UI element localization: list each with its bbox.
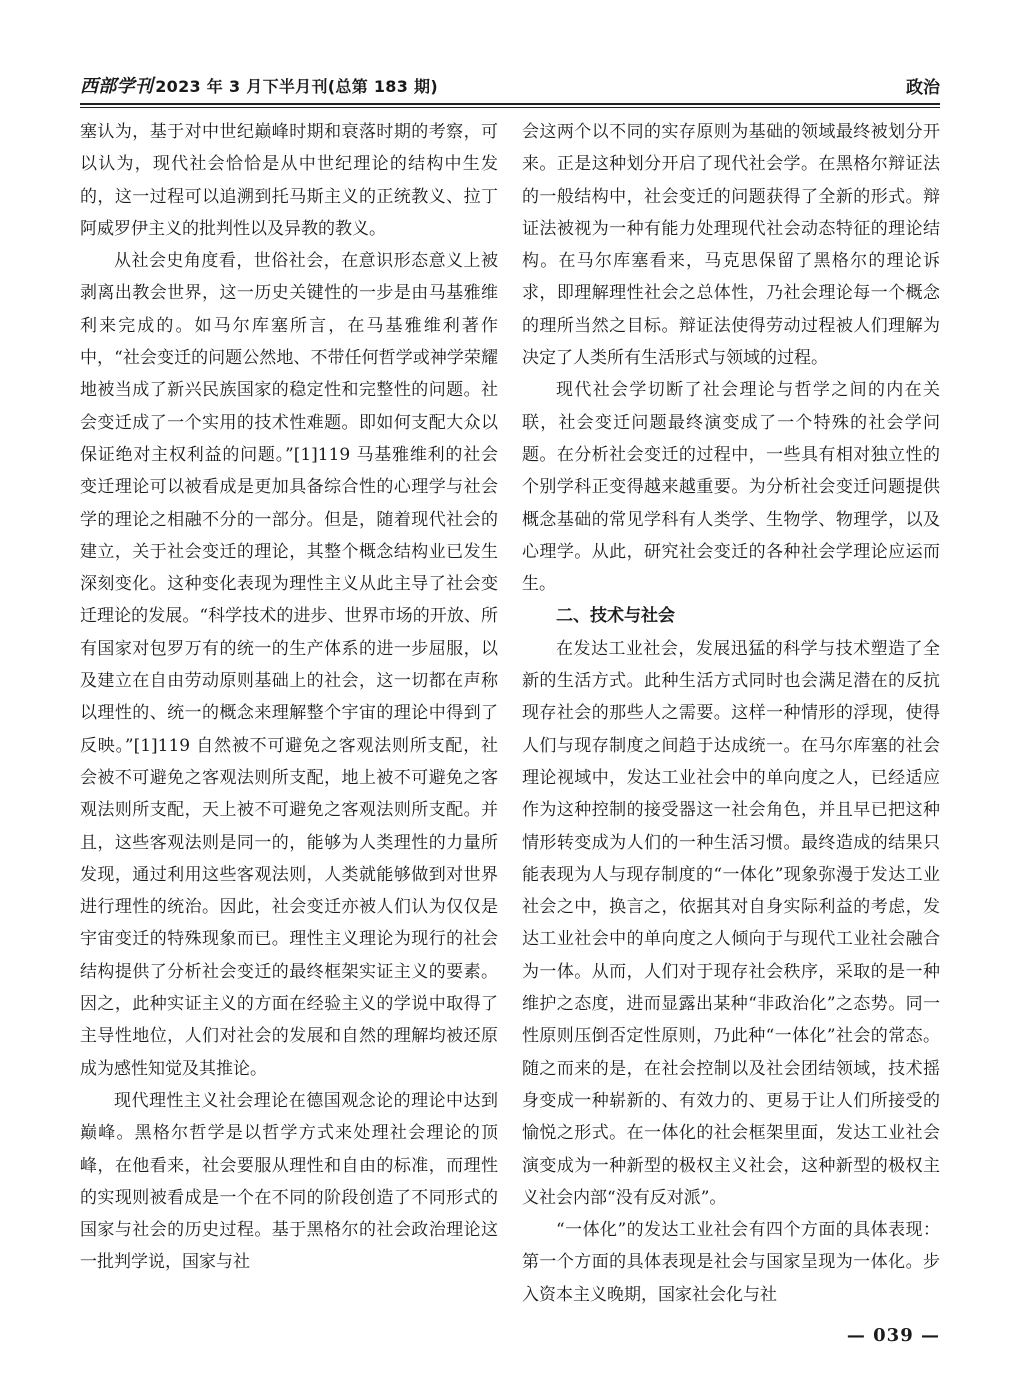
section-heading: 二、技术与社会 [556, 606, 675, 627]
section-label: 政治 [906, 78, 940, 98]
running-header [80, 74, 940, 98]
body-paragraph: 塞认为，基于对中世纪巅峰时期和衰落时期的考察，可以认为，现代社会恰恰是从中世纪理论的结构中生发的，这一过程可以追溯到托马斯主义的正统教义、拉丁阿威罗伊主义的批判性以及异教的教义。 [80, 122, 498, 239]
body-paragraph: 现代理性主义社会理论在德国观念论的理论中达到巅峰。黑格尔哲学是以哲学方式来处理社会理论的顶峰，在他看来，社会要服从理性和自由的标准，而理性的实现则被看成是一个在不同的阶段创造了不同形式的国家与社会的历史过程。基于黑格尔的社会政治理论这一批判学说，国家与社 [80, 1090, 498, 1273]
body-paragraph: 会这两个以不同的实存原则为基础的领域最终被划分开来。正是这种划分开启了现代社会学。在黑格尔辩证法的一般结构中，社会变迁的问题获得了全新的形式。辩证法被视为一种有能力处理现代社会动态特征的理论结构。在马尔库塞看来，马克思保留了黑格尔的理论诉求，即理解理性社会之总体性，乃社会理论每一个概念的理所当然之目标。辩证法使得劳动过程被人们理解为决定了人类所有生活形式与领域的过程。 [522, 122, 940, 369]
header-rule-thin [80, 107, 940, 108]
right-column [522, 116, 940, 1316]
issue-info: 2023 年 3 月下半月刊(总第 183 期) [155, 77, 438, 96]
body-paragraph: “一体化”的发达工业社会有四个方面的具体表现：第一个方面的具体表现是社会与国家呈现为一体化。步入资本主义晚期，国家社会化与社 [522, 1220, 940, 1305]
page-number: — 039 — [846, 1325, 940, 1346]
header-rule [80, 103, 940, 105]
body-paragraph: 从社会史角度看，世俗社会，在意识形态意义上被剥离出教会世界，这一历史关键性的一步是由马基雅维利来完成的。如马尔库塞所言，在马基雅维利著作中，“社会变迁的问题公然地、不带任何哲学或神学荣耀地被当成了新兴民族国家的稳定性和完整性的问题。社会变迁成了一个实用的技术性难题。即如何支配大众以保证绝对主权利益的问题。”[1]119 马基雅维利的社会变迁理论可以被看成是更加具备综合性的心理学与社会学的理论之相融不分的一部分。但是，随着现代社会的建立，关于社会变迁的理论，其整个概念结构业已发生深刻变化。这种变化表现为理性主义从此主导了社会变迁理论的发展。“科学技术的进步、世界市场的开放、所有国家对包罗万有的统一的生产体系的进一步屈服，以及建立在自由劳动原则基础上的社会，这一切都在声称以理性的、统一的概念来理解整个宇宙的理论中得到了反映。”[1]119 自然被不可避免之客观法则所支配，社会被不可避免之客观法则所支配，地上被不可避免之客观法则所支配，天上被不可避免之客观法则所支配。并且，这些客观法则是同一的，能够为人类理性的力量所发现，通过利用这些客观法则，人类就能够做到对世界进行理性的统治。因此，社会变迁亦被人们认为仅仅是宇宙变迁的特殊现象而已。理性主义理论为现行的社会结构提供了分析社会变迁的最终框架实证主义的要素。因之，此种实证主义的方面在经验主义的学说中取得了主导性地位，人们对社会的发展和自然的理解均被还原成为感性知觉及其推论。 [80, 251, 498, 1079]
journal-logo: 西部学刊 [80, 76, 154, 97]
left-column [80, 116, 498, 1316]
body-paragraph: 现代社会学切断了社会理论与哲学之间的内在关联，社会变迁问题最终演变成了一个特殊的社会学问题。在分析社会变迁的过程中，一些具有相对独立性的个别学科正变得越来越重要。为分析社会变迁问题提供概念基础的常见学科有人类学、生物学、物理学，以及心理学。从此，研究社会变迁的各种社会学理论应运而生。 [522, 380, 940, 595]
header-journal-info [80, 72, 438, 98]
body-paragraph: 在发达工业社会，发展迅猛的科学与技术塑造了全新的生活方式。此种生活方式同时也会满足潜在的反抗现存社会的那些人之需要。这样一种情形的浮现，使得人们与现存制度之间趋于达成统一。在马尔库塞的社会理论视域中，发达工业社会中的单向度之人，已经适应作为这种控制的接受器这一社会角色，并且早已把这种情形转变成为人们的一种生活习惯。最终造成的结果只能表现为人与现存制度的“一体化”现象弥漫于发达工业社会之中，换言之，依据其对自身实际利益的考虑，发达工业社会中的单向度之人倾向于与现代工业社会融合为一体。从而，人们对于现存社会秩序，采取的是一种维护之态度，进而显露出某种“非政治化”之态势。同一性原则压倒否定性原则，乃此种“一体化”社会的常态。随之而来的是，在社会控制以及社会团结领域，技术摇身变成一种崭新的、有效力的、更易于让人们所接受的愉悦之形式。在一体化的社会框架里面，发达工业社会演变成为一种新型的极权主义社会，这种新型的极权主义社会内部“没有反对派”。 [522, 638, 940, 1208]
